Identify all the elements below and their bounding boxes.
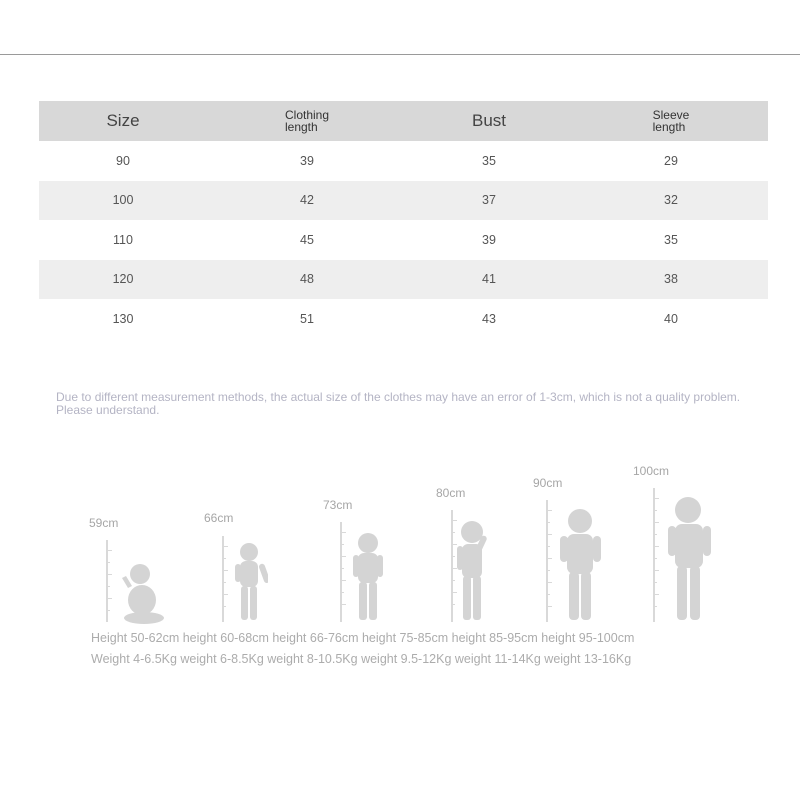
weight-ranges-caption: Weight 4-6.5Kg weight 6-8.5Kg weight 8-10.5Kg weight 9.5-12Kg weight 11-14Kg weight 13-16Kg	[91, 652, 632, 666]
measurement-note: Due to different measurement methods, the actual size of the clothes may have an error of 1-3cm, which is not a quality problem. Please understand.	[56, 390, 741, 417]
cell-sleeve-length: 38	[664, 272, 678, 287]
header-clothing-length-text: Clothing length	[284, 108, 330, 134]
figure-label-59cm: 59cm	[89, 516, 119, 530]
cell-clothing-length: 45	[300, 232, 314, 247]
cell-size: 100	[112, 193, 134, 208]
height-ruler	[222, 536, 232, 622]
baby-silhouette-icon	[120, 562, 164, 624]
child-silhouette-icon	[666, 496, 714, 622]
header-size: Size	[106, 111, 140, 130]
cell-clothing-length: 48	[300, 272, 314, 287]
cell-clothing-length: 51	[300, 311, 314, 326]
table-row	[39, 141, 768, 181]
cell-sleeve-length: 29	[664, 153, 678, 168]
height-ranges-caption: Height 50-62cm height 60-68cm height 66-76cm height 75-85cm height 85-95cm height 95-100cm	[91, 631, 635, 645]
header-clothing-length	[257, 101, 357, 141]
header-bust: Bust	[471, 111, 507, 130]
cell-sleeve-length: 35	[664, 232, 678, 247]
header-sleeve-length	[621, 101, 721, 141]
table-row	[39, 299, 768, 339]
top-divider	[0, 54, 800, 55]
header-sleeve-length-text: Sleeve length	[652, 108, 690, 134]
cell-bust: 43	[482, 311, 496, 326]
height-ruler	[546, 500, 556, 622]
child-silhouette-icon	[456, 520, 496, 622]
figure-label-80cm: 80cm	[436, 486, 466, 500]
figure-label-73cm: 73cm	[323, 498, 353, 512]
cell-size: 120	[112, 272, 134, 287]
height-ruler	[653, 488, 663, 622]
figure-label-66cm: 66cm	[204, 511, 234, 525]
cell-clothing-length: 42	[300, 193, 314, 208]
table-header-row	[39, 101, 768, 141]
cell-bust: 41	[482, 272, 496, 287]
child-silhouette-icon	[558, 508, 604, 622]
cell-size: 130	[112, 311, 134, 326]
table-row	[39, 260, 768, 300]
cell-sleeve-length: 40	[664, 311, 678, 326]
cell-clothing-length: 39	[300, 153, 314, 168]
toddler-silhouette-icon	[351, 532, 385, 622]
cell-size: 90	[116, 153, 130, 168]
cell-bust: 37	[482, 193, 496, 208]
cell-bust: 35	[482, 153, 496, 168]
size-chart-table	[39, 101, 768, 339]
cell-size: 110	[113, 232, 133, 247]
height-ruler	[106, 540, 116, 622]
height-ruler	[340, 522, 350, 622]
figure-label-90cm: 90cm	[533, 476, 563, 490]
table-row	[39, 181, 768, 221]
toddler-silhouette-icon	[232, 542, 268, 622]
figure-label-100cm: 100cm	[633, 464, 670, 478]
cell-sleeve-length: 32	[664, 193, 678, 208]
table-row	[39, 220, 768, 260]
cell-bust: 39	[482, 232, 496, 247]
